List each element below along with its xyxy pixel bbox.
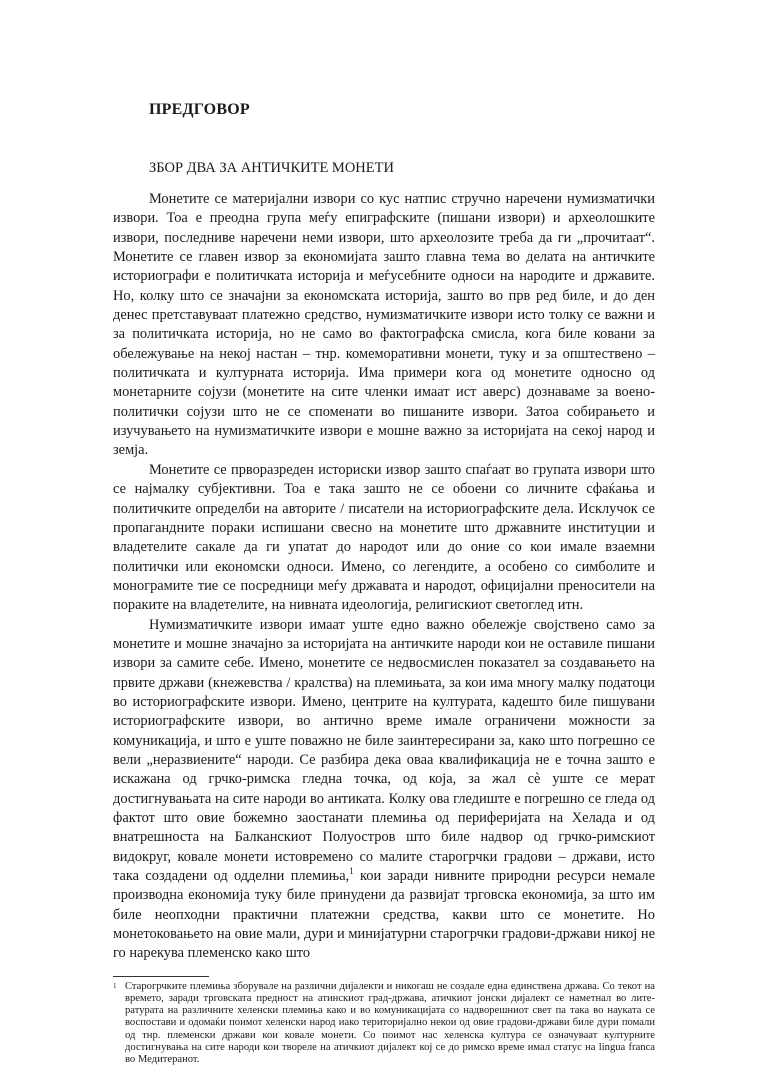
footnote (113, 981, 655, 1066)
section-title: ЗБОР ДВА ЗА АНТИЧКИТЕ МОНЕТИ (149, 160, 394, 176)
page-title: ПРЕДГОВОР (149, 101, 250, 118)
footnote-text: Старогрчките племиња зборувале на различни дијалекти и никогаш не создале една единствена држава. Со текот на времето, заради трговската предност на атинскиот град-држава, атичкиот јонски дијалект се наметнал во литературата на различните хеленски племиња како и во комуникацијата со надворешниот свет па така во науката се воспостави и одомаќи поимот хеленски народ иако територијално некои од овие градови-држави биле дури помали од тнр. племенски држави кои ковале монети. Со поимот нас хеленска култура се означуваат културните достигнувања на сите народи кои твореле на атичкиот дијалект кој се до римско време имал статус на lingua franca во Медитеранот. (125, 980, 655, 1065)
footnote-divider (113, 976, 209, 977)
paragraph-3-part-2: кои заради нивните природни ресурси немале производна економија туку биле принудени да развијат трговска економија, за што им биле неопходни практични платежни средства, какви што се монетите. Но монетоковањето на овие мали, дури и минијатурни старогрчки градови-држави никој не го нарекува племенско како што (113, 868, 655, 962)
paragraph-1: Монетите се материјални извори со кус натпис стручно наречени нумизматички извори. Тоа е преодна група меѓу епиграфските (пишани извори) и археолошките извори, последниве наречени неми извори, што археолозите треба да ги „прочитаат“. Монетите се главен извор за економијата зашто главна тема во делата на античките историографи е политичката историја и меѓусебните односи на народите и државите. Но, колку што се значајни за економската историја, зашто во прв ред биле, и до ден денес претставуваат платежно средство, нумизматичките извори исто толку се важни и за политичката историја, но не само во фактографска смисла, кога биле ковани за обележување на некој настан – тнр. комеморативни монети, туку и за општествено – политичката и културната историја. Има примери кога од монетите односно од монетарните сојузи (монетите на сите членки имаат ист аверс) дознаваме за воено-политички сојузи што не се споменати во пишаните извори. Затоа собирањето и изучувањето на нумизматичките извори е мошне важно за историјата на секој народ и земја. (113, 191, 655, 459)
document-page (113, 100, 655, 1066)
paragraph-3 (113, 616, 655, 964)
paragraph-2: Монетите се прворазреден историски извор зашто спаѓаат во групата извори што се најмалку субјективни. Тоа е така зашто не се обоени со личните сфаќања и политичките определби на авторите / писатели на историографските дела. Исклучок се пропагандните пораки испишани свесно на монетите што државните институции и владетелите сакале да ги упатат до народот или до оние со кои имале взаемни политички или економски односи. Имено, со легендите, а особено со симболите и монограмите тие се посредници меѓу државата и народот, официјални преносители на пораките на владетелите, на нивната идеологија, религискиот светоглед итн. (113, 461, 655, 614)
footnote-mark: 1 (113, 981, 117, 990)
paragraph-3-part-1: Нумизматичките извори имаат уште едно важно обележје својствено само за монетите и мошне значајно за историјата на античките народи кои не оставиле пишани извори за самите себе. Имено, монетите се недвосмислен показател за создавањето на првите држави (кнежевства / кралства) на племињата, за кои има многу малку податоци во историографските извори. Имено, центрите на културата, кадешто биле пишувани историографските извори, во антично време имале ограничени можности за комуникација, и што е уште поважно не биле заинтересирани за, како што погрешно се вели „неразвиените“ народи. Се разбира дека оваа квалификација не е точна зашто е искажана од грчко-римска гледна точка, од која, за жал сѐ уште се мерат достигнувањата на сите народи во антиката. Колку ова гледиште е погрешно се гледа од фактот што овие божемно заостанати племиња од периферијата на Хелада и од внатрешноста на Балканскиот Полуостров што биле надвор од грчко-римскиот видокруг, ковале монети истовремено со малите старогрчки градови – држави, исто така создадени од одделни племиња, (113, 616, 655, 885)
footnote-reference[interactable]: 1 (349, 866, 354, 877)
